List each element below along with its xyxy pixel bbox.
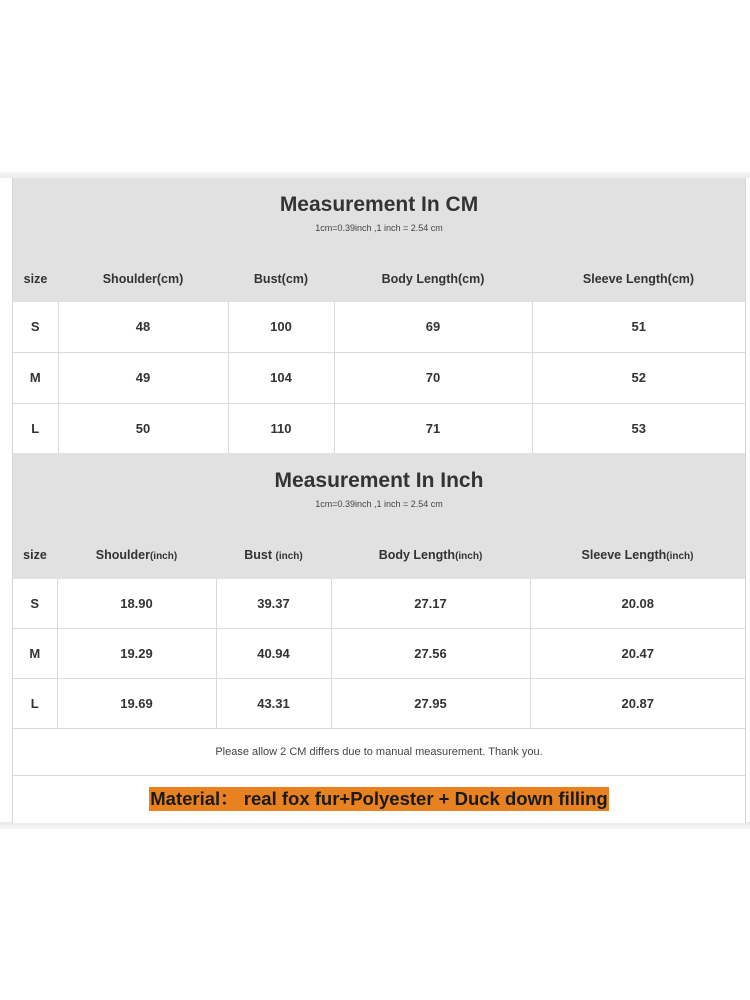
inch-cell-shoulder: 19.29	[57, 628, 216, 678]
table-row	[13, 628, 745, 678]
inch-cell-shoulder: 18.90	[57, 579, 216, 628]
inch-cell-bust: 39.37	[216, 579, 331, 628]
cm-header-size: size	[13, 256, 58, 302]
inch-cell-sleeve-length: 20.87	[530, 678, 745, 728]
cm-table	[13, 256, 745, 302]
cm-cell-bust: 104	[228, 352, 334, 403]
table-row	[13, 678, 745, 728]
inch-cell-body-length: 27.17	[331, 579, 530, 628]
table-row	[13, 579, 745, 628]
cm-cell-shoulder: 48	[58, 302, 228, 352]
cm-cell-size: L	[13, 403, 58, 453]
inch-table	[13, 531, 745, 579]
cm-cell-sleeve-length: 52	[532, 352, 745, 403]
cm-subtitle: 1cm=0.39inch ,1 inch = 2.54 cm	[315, 223, 443, 233]
cm-title: Measurement In CM	[279, 193, 479, 216]
cm-cell-shoulder: 50	[58, 403, 228, 453]
size-chart	[12, 178, 746, 823]
inch-cell-body-length: 27.95	[331, 678, 530, 728]
inch-header-shoulder: Shoulder(inch)	[57, 531, 216, 579]
cm-header-bust: Bust(cm)	[228, 256, 334, 302]
cm-section	[13, 178, 745, 453]
inch-cell-body-length: 27.56	[331, 628, 530, 678]
inch-cell-size: M	[13, 628, 57, 678]
cm-header-body-length: Body Length(cm)	[334, 256, 532, 302]
cm-header-sleeve-length: Sleeve Length(cm)	[532, 256, 745, 302]
cm-header-shoulder: Shoulder(cm)	[58, 256, 228, 302]
table-row	[13, 352, 745, 403]
table-row	[13, 302, 745, 352]
inch-body	[13, 579, 745, 729]
inch-title: Measurement In Inch	[274, 469, 484, 492]
inch-cell-shoulder: 19.69	[57, 678, 216, 728]
inch-subtitle: 1cm=0.39inch ,1 inch = 2.54 cm	[315, 499, 443, 509]
cm-cell-body-length: 71	[334, 403, 532, 453]
inch-section	[13, 453, 745, 729]
inch-cell-size: S	[13, 579, 57, 628]
cm-heading	[13, 178, 745, 256]
inch-cell-bust: 40.94	[216, 628, 331, 678]
bottom-shade	[0, 822, 750, 829]
cm-header-row	[13, 256, 745, 302]
inch-cell-sleeve-length: 20.47	[530, 628, 745, 678]
inch-header-bust: Bust (inch)	[216, 531, 331, 579]
material-row	[13, 776, 745, 823]
cm-cell-body-length: 69	[334, 302, 532, 352]
cm-cell-size: M	[13, 352, 58, 403]
measurement-note: Please allow 2 CM differs due to manual measurement. Thank you.	[13, 729, 745, 776]
cm-cell-sleeve-length: 53	[532, 403, 745, 453]
inch-cell-size: L	[13, 678, 57, 728]
inch-header-body-length: Body Length(inch)	[331, 531, 530, 579]
cm-cell-size: S	[13, 302, 58, 352]
cm-body	[13, 302, 745, 453]
inch-header-row	[13, 531, 745, 579]
inch-header-size: size	[13, 531, 57, 579]
inch-header-sleeve-length: Sleeve Length(inch)	[530, 531, 745, 579]
inch-cell-bust: 43.31	[216, 678, 331, 728]
cm-cell-bust: 110	[228, 403, 334, 453]
table-row	[13, 403, 745, 453]
inch-heading	[13, 453, 745, 531]
cm-cell-body-length: 70	[334, 352, 532, 403]
cm-cell-bust: 100	[228, 302, 334, 352]
cm-cell-shoulder: 49	[58, 352, 228, 403]
cm-cell-sleeve-length: 51	[532, 302, 745, 352]
material-text: Material： real fox fur+Polyester + Duck down filling	[150, 788, 608, 809]
inch-cell-sleeve-length: 20.08	[530, 579, 745, 628]
